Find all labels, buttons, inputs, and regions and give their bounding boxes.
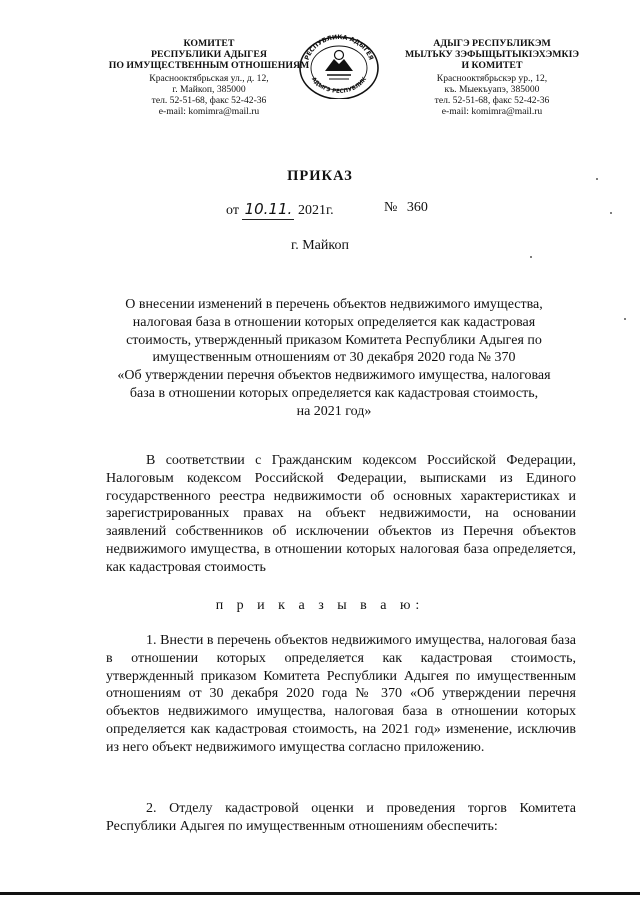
emblem-bottom-text: АДЫГЭ РЕСПУБЛИК (309, 76, 369, 95)
email-ru: e-mail: komimra@mail.ru (158, 106, 260, 118)
header-left (104, 38, 314, 117)
document-subject (96, 296, 572, 421)
item-1-paragraph: 1. Внести в перечень объектов недвижимого имущества, налоговая база в отношении которых определяется как кадастровая стоимость, утвержденный приказом Комитета Республики Адыгея по имущественным отношениям от 30 декабря 2020 года № 370 «Об утверждении перечня объектов недвижимого имущества, налоговая база в отношении которых определяется как кадастровая стоимость, на 2021 год» изменение, исключив из него объект недвижимого имущества согласно приложению. (106, 633, 576, 755)
item-2-paragraph: 2. Отделу кадастровой оценки и проведения торгов Комитета Республики Адыгея по имущественным отношениям обеспечить: (106, 801, 576, 834)
scan-speck (610, 212, 612, 214)
org-name-ady-line1: АДЫГЭ РЕСПУБЛИКЭМ (433, 38, 551, 49)
subject-line: на 2021 год» (296, 403, 372, 419)
subject-line: стоимость, утвержденный приказом Комитета Республики Адыгея по (126, 332, 542, 348)
org-name-ady-line2: МЫЛЪКУ ЗЭФЫЩЫТЫКІЭХЭМКІЭ (404, 49, 580, 61)
org-name-ru-line1: КОМИТЕТ (183, 38, 235, 49)
scan-edge-line (0, 892, 640, 895)
number-line (384, 200, 428, 216)
emblem-icon (298, 33, 380, 99)
org-name-ru-line3: ПО ИМУЩЕСТВЕННЫМ ОТНОШЕНИЯМ (108, 60, 310, 72)
email-ady: e-mail: komimra@mail.ru (441, 106, 543, 118)
scan-speck (596, 178, 598, 180)
subject-line: база в отношении которых определяется как кадастровая стоимость, (129, 385, 539, 401)
scan-speck (530, 256, 532, 258)
subject-line: имущественным отношениям от 30 декабря 2020 года № 370 (152, 350, 516, 366)
header-right (402, 38, 582, 117)
phone-ru: тел. 52-51-68, факс 52-42-36 (151, 95, 267, 107)
date-handwritten: 10.11. (244, 200, 293, 218)
scan-speck (624, 318, 626, 320)
subject-line: О внесении изменений в перечень объектов недвижимого имущества, (125, 297, 543, 312)
order-word: п р и к а з ы в а ю: (215, 598, 425, 613)
org-name-ady-line3: И КОМИТЕТ (461, 60, 523, 72)
preamble-paragraph: В соответствии с Гражданским кодексом Российской Федерации, Налоговым кодексом Российской Федерации, выписками из Единого государственного реестра недвижимости об основных характеристиках и зарегистрированных правах на объект недвижимости, на основании заявлений собственников об исключении объектов из Перечня объектов недвижимого имущества, в отношении которых налоговая база определяется, как кадастровая стоимость (106, 453, 576, 575)
number-prefix: № (384, 200, 398, 215)
subject-line: «Об утверждении перечня объектов недвижимого имущества, налоговая (117, 368, 551, 384)
city-ru: г. Майкоп, 385000 (172, 83, 246, 95)
date-line (226, 200, 334, 220)
document-city: г. Майкоп (291, 238, 349, 253)
address-ady: Краснооктябрьскэр ур., 12, (436, 72, 548, 84)
org-name-ru-line2: РЕСПУБЛИКИ АДЫГЕЯ (150, 49, 267, 61)
date-suffix: 2021г. (297, 203, 334, 218)
number-handwritten: 360 (406, 200, 428, 215)
emblem-top-text: РЕСПУБЛИКА АДЫГЕЯ (303, 33, 375, 62)
phone-ady: тел. 52-51-68, факс 52-42-36 (434, 95, 550, 107)
date-prefix: от (226, 203, 239, 218)
city-ady: къ. Мыекъуапэ, 385000 (444, 83, 540, 95)
address-ru: Краснооктябрьская ул., д. 12, (149, 72, 269, 84)
document-title: ПРИКАЗ (287, 168, 353, 184)
subject-line: налоговая база в отношении которых определяется как кадастровая (132, 314, 536, 330)
